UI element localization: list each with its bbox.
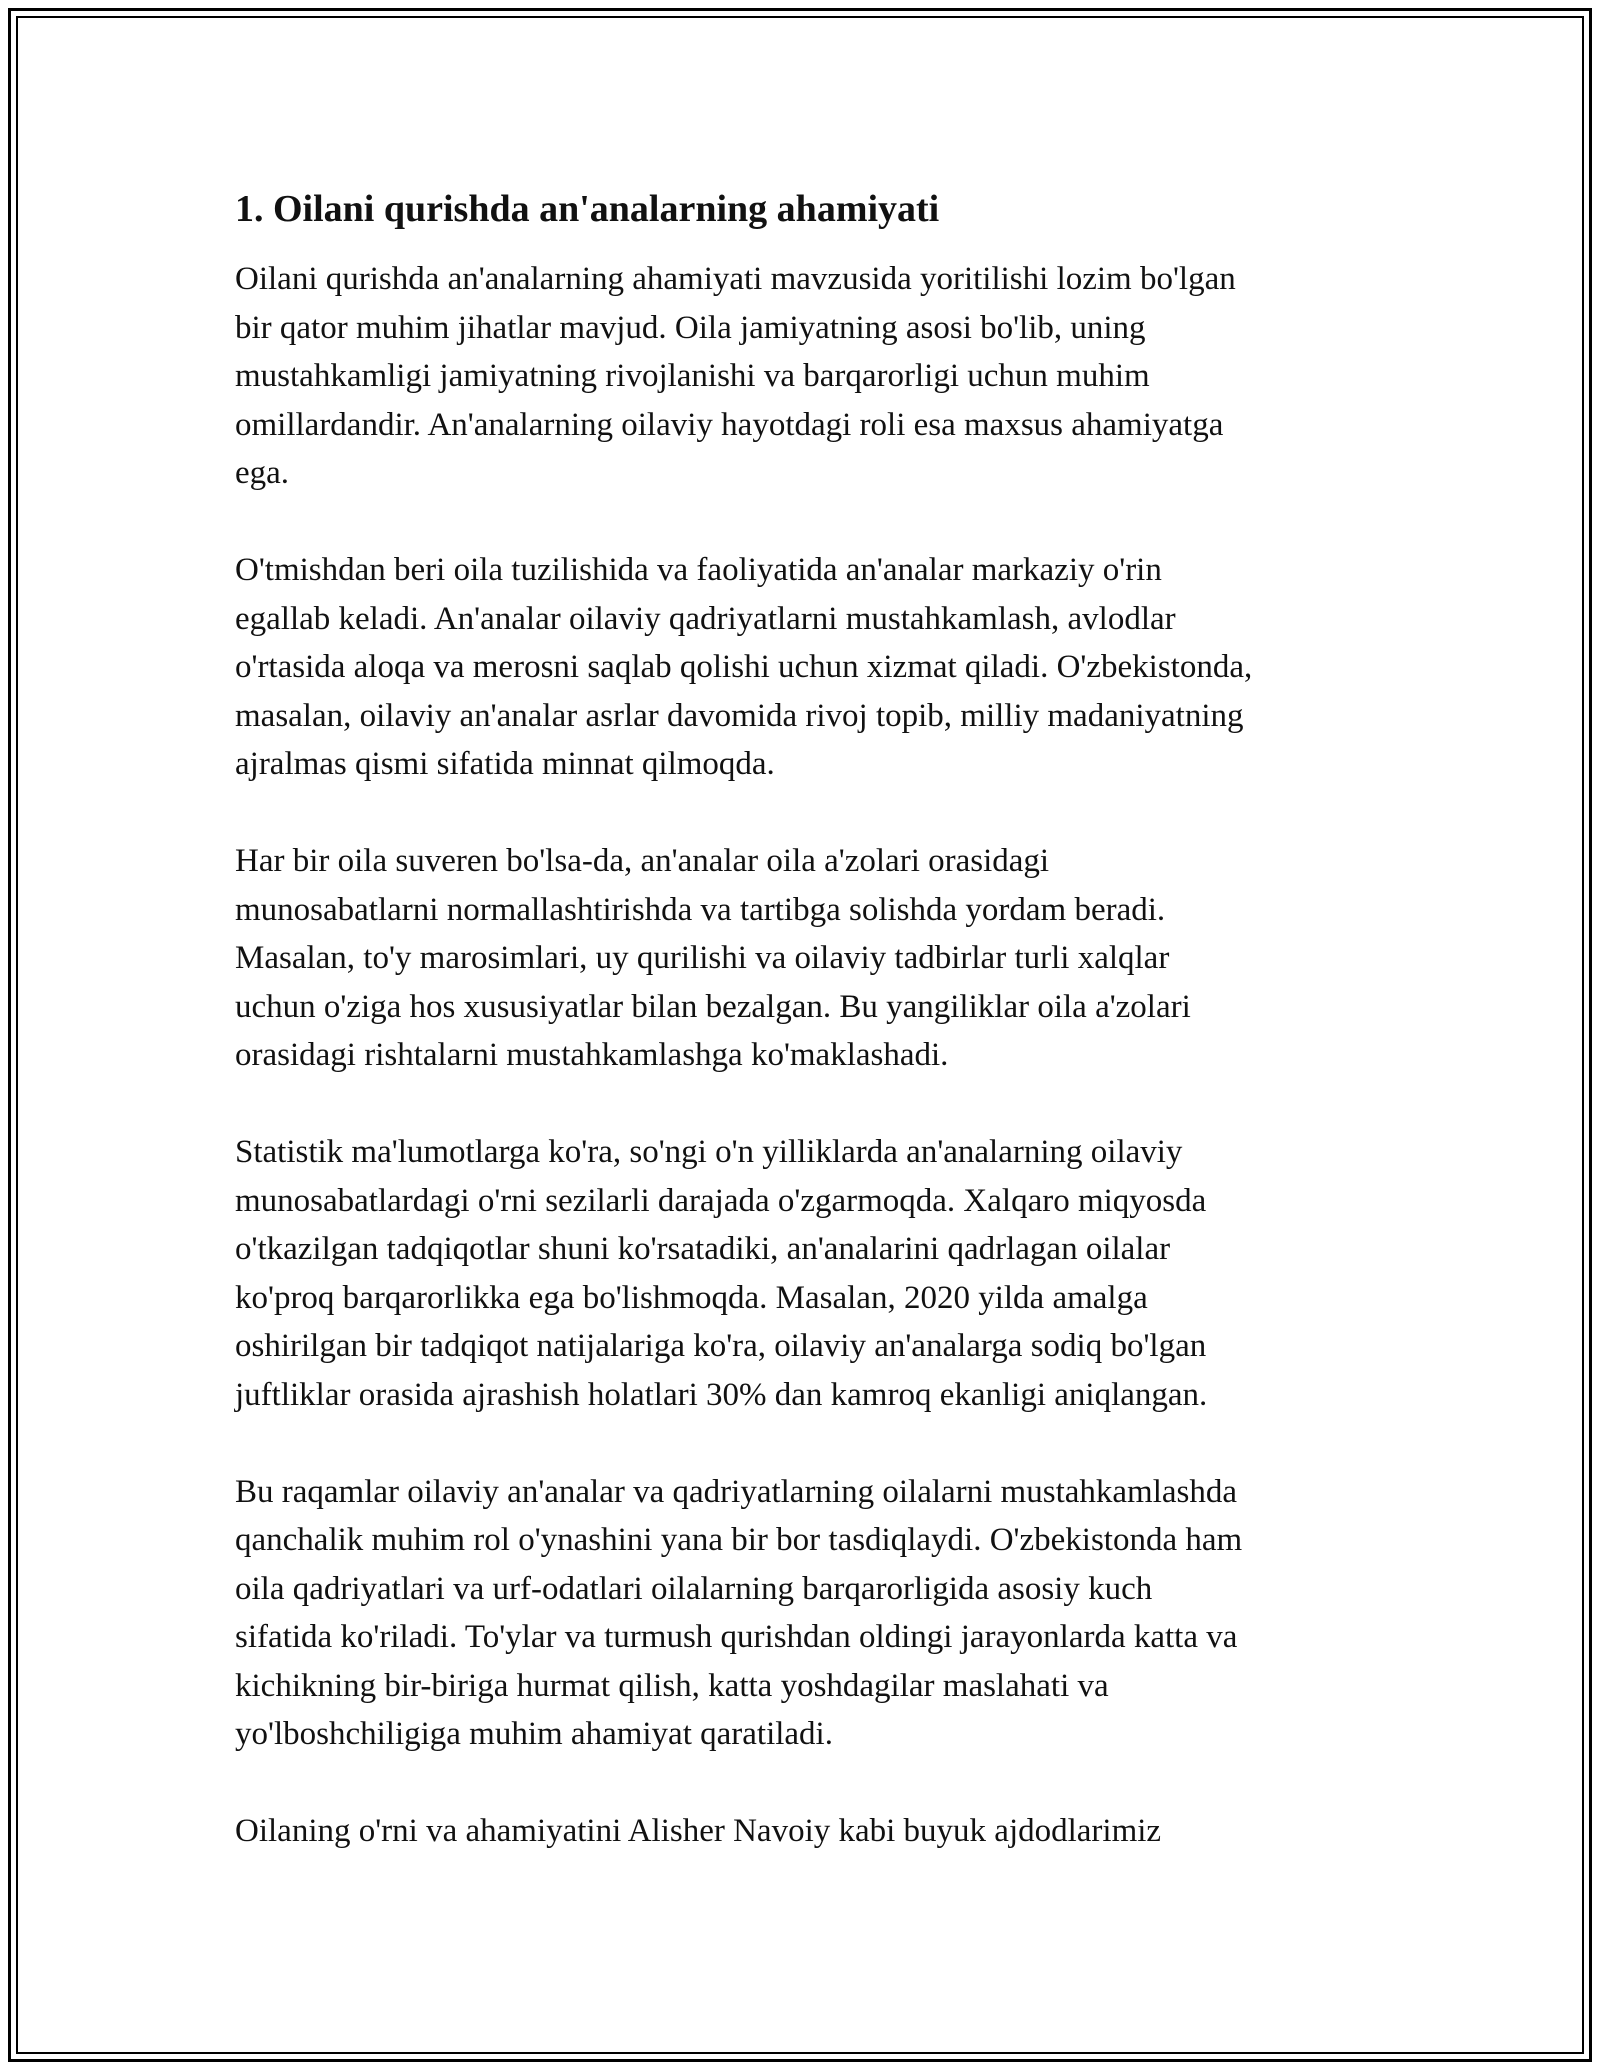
section-title: 1. Oilani qurishda an'analarning ahamiyati	[235, 188, 940, 230]
paragraph-1: Oilani qurishda an'analarning ahamiyati mavzusida yoritilishi lozim bo'lgan bir qator muhim jihatlar mavjud. Oila jamiyatning asosi bo'lib, uning mustahkamligi jamiyatning rivojlanishi va barqarorligi uchun muhim omillardandir. An'analarning oilaviy hayotdagi roli esa maxsus ahamiyatga ega.	[235, 261, 1236, 491]
paragraph-4: Statistik ma'lumotlarga ko'ra, so'ngi o'n yilliklarda an'analarning oilaviy munosabatlardagi o'rni sezilarli darajada o'zgarmoqda. Xalqaro miqyosda o'tkazilgan tadqiqotlar shuni ko'rsatadiki, an'analarini qadrlagan oilalar ko'proq barqarorlikka ega bo'lishmoqda. Masalan, 2020 yilda amalga oshirilgan bir tadqiqot natijalariga ko'ra, oilaviy an'analarga sodiq bo'lgan juftliklar orasida ajrashish holatlari 30% dan kamroq ekanligi aniqlangan.	[235, 1134, 1208, 1413]
paragraph-3: Har bir oila suveren bo'lsa-da, an'analar oila a'zolari orasidagi munosabatlarni normallashtirishda va tartibga solishda yordam beradi. Masalan, to'y marosimlari, uy qurilishi va oilaviy tadbirlar turli xalqlar uchun o'ziga hos xususiyatlar bilan bezalgan. Bu yangiliklar oila a'zolari orasidagi rishtalarni mustahkamlashga ko'maklashadi.	[235, 843, 1191, 1073]
paragraph-6: Oilaning o'rni va ahamiyatini Alisher Navoiy kabi buyuk ajdodlarimiz	[235, 1813, 1162, 1849]
paragraph-5: Bu raqamlar oilaviy an'analar va qadriyatlarning oilalarni mustahkamlashda qanchalik muhim rol o'ynashini yana bir bor tasdiqlaydi. O'zbekistonda ham oila qadriyatlari va urf-odatlari oilalarning barqarorligida asosiy kuch sifatida ko'riladi. To'ylar va turmush qurishdan oldingi jarayonlarda katta va kichikning bir-biriga hurmat qilish, katta yoshdagilar maslahati va yo'lboshchiligiga muhim ahamiyat qaratiladi.	[235, 1473, 1243, 1752]
document-body	[235, 185, 1370, 1904]
paragraph-2: O'tmishdan beri oila tuzilishida va faoliyatida an'analar markaziy o'rin egallab keladi. An'analar oilaviy qadriyatlarni mustahkamlash, avlodlar o'rtasida aloqa va merosni saqlab qolishi uchun xizmat qiladi. O'zbekistonda, masalan, oilaviy an'analar asrlar davomida rivoj topib, milliy madaniyatning ajralmas qismi sifatida minnat qilmoqda.	[235, 552, 1253, 782]
